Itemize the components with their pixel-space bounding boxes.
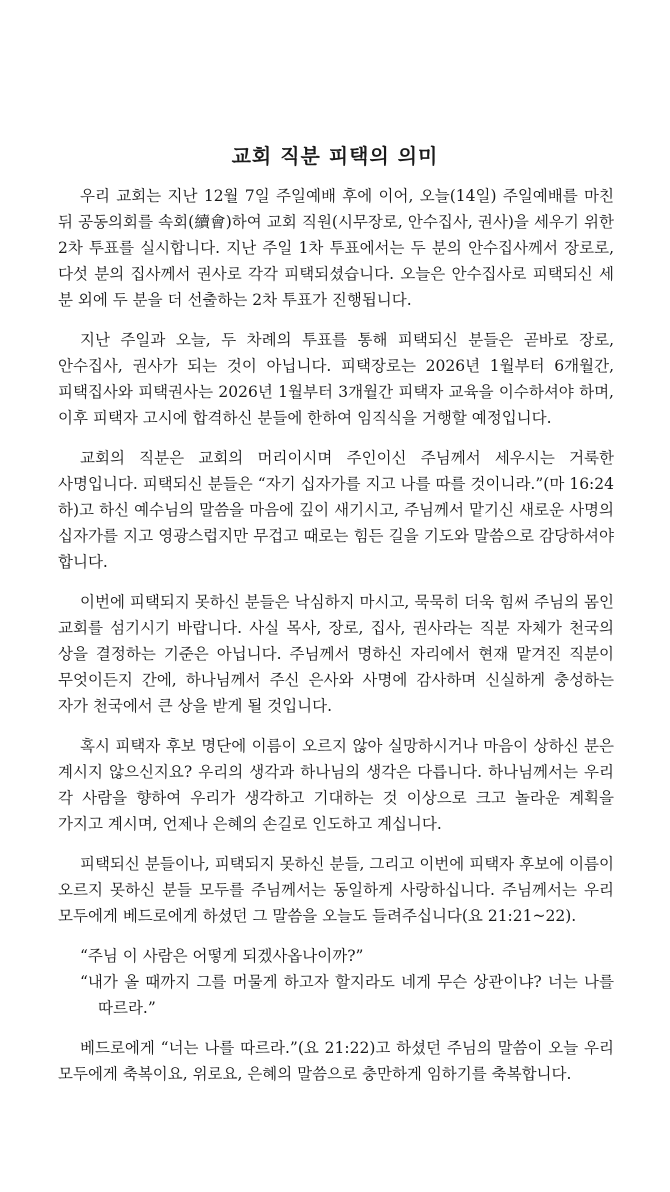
quote-line-2: “내가 올 때까지 그를 머물게 하고자 할지라도 네게 무슨 상관이냐? 너는 나를 따르라.” <box>80 973 614 1017</box>
paragraph-4: 이번에 피택되지 못하신 분들은 낙심하지 마시고, 묵묵히 더욱 힘써 주님의 몸인 교회를 섬기시기 바랍니다. 사실 목사, 장로, 집사, 권사라는 직분 자체가 천국의 상을 결정하는 기준은 아닙니다. 주님께서 명하신 자리에서 현재 맡겨진 직분이 무엇이든지 간에, 하나님께서 주신 은사와 사명에 감사하며 신실하게 충성하는 자가 천국에서 큰 상을 받게 될 것입니다. <box>58 593 614 715</box>
quote-line-1: “주님 이 사람은 어떻게 되겠사옵나이까?” <box>80 947 364 965</box>
paragraph-6: 피택되신 분들이나, 피택되지 못하신 분들, 그리고 이번에 피택자 후보에 이름이 오르지 못하신 분들 모두를 주님께서는 동일하게 사랑하십니다. 주님께서는 우리 모두에게 베드로에게 하셨던 그 말씀을 오늘도 들려주십니다(요 21:21~22). <box>58 855 614 925</box>
paragraph-5: 혹시 피택자 후보 명단에 이름이 오르지 않아 실망하시거나 마음이 상하신 분은 계시지 않으신지요? 우리의 생각과 하나님의 생각은 다릅니다. 하나님께서는 우리 각 사람을 향하여 우리가 생각하고 기대하는 것 이상으로 크고 놀라운 계획을 가지고 계시며, 언제나 은혜의 손길로 인도하고 계십니다. <box>58 737 614 833</box>
closing-paragraph: 베드로에게 “너는 나를 따르라.”(요 21:22)고 하셨던 주님의 말씀이 오늘 우리 모두에게 축복이요, 위로요, 은혜의 말씀으로 충만하게 임하기를 축복합니다. <box>58 1039 614 1083</box>
paragraph-3: 교회의 직분은 교회의 머리이시며 주인이신 주님께서 세우시는 거룩한 사명입니다. 피택되신 분들은 “자기 십자가를 지고 나를 따를 것이니라.”(마 16:24 하)고 하신 예수님의 말씀을 마음에 깊이 새기시고, 주님께서 맡기신 새로운 사명의 십자가를 지고 영광스럽지만 무겁고 때로는 힘든 길을 기도와 말씀으로 감당하셔야 합니다. <box>58 449 614 571</box>
document-body <box>58 183 614 1101</box>
document-title: 교회 직분 피택의 의미 <box>231 144 439 168</box>
paragraph-2: 지난 주일과 오늘, 두 차례의 투표를 통해 피택되신 분들은 곧바로 장로, 안수집사, 권사가 되는 것이 아닙니다. 피택장로는 2026년 1월부터 6개월간, 피택집사와 피택권사는 2026년 1월부터 3개월간 피택자 교육을 이수하셔야 하며, 이후 피택자 고시에 합격하신 분들에 한하여 임직식을 거행할 예정입니다. <box>58 331 614 427</box>
paragraph-1: 우리 교회는 지난 12월 7일 주일예배 후에 이어, 오늘(14일) 주일예배를 마친 뒤 공동의회를 속회(續會)하여 교회 직원(시무장로, 안수집사, 권사)을 세우기 위한 2차 투표를 실시합니다. 지난 주일 1차 투표에서는 두 분의 안수집사께서 장로로, 다섯 분의 집사께서 권사로 각각 피택되셨습니다. 오늘은 안수집사로 피택되신 세 분 외에 두 분을 더 선출하는 2차 투표가 진행됩니다. <box>58 187 614 309</box>
scripture-quote <box>58 943 614 1021</box>
